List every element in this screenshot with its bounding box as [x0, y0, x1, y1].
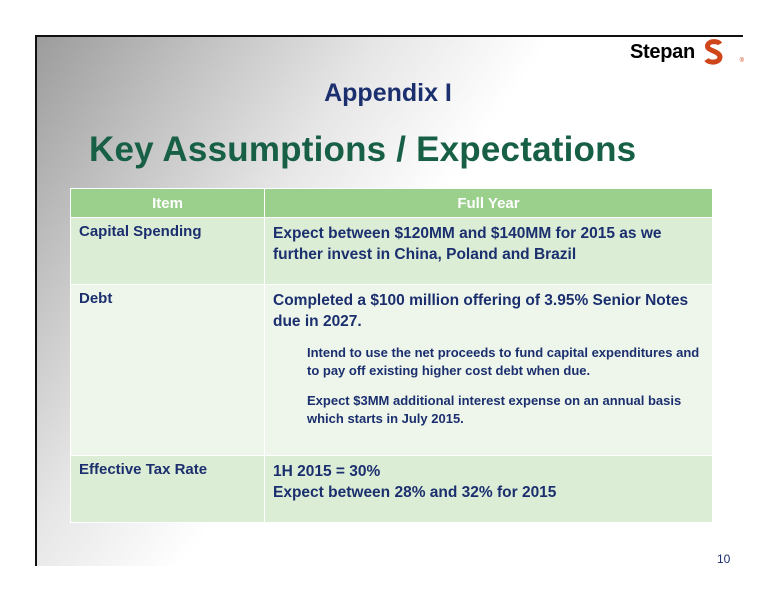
slide-frame-top: [37, 35, 743, 37]
table-header-row: [71, 189, 713, 218]
slide-frame-left: [35, 35, 37, 566]
stepan-logo: [630, 38, 742, 66]
appendix-heading: Appendix I: [324, 79, 452, 107]
header-item: Item: [71, 189, 265, 218]
row-cell-debt: [265, 285, 713, 456]
table-row: [71, 285, 713, 456]
table-row: [71, 456, 713, 523]
debt-sub-point: Intend to use the net proceeds to fund capital expenditures and to pay off existing higher cost debt when due.: [307, 345, 700, 378]
row-item-effective-tax-rate: Effective Tax Rate: [71, 456, 265, 523]
row-text-capital-spending: Expect between $120MM and $140MM for 2015 as we further invest in China, Poland and Brazil: [265, 218, 713, 285]
row-item-capital-spending: Capital Spending: [71, 218, 265, 285]
page-number: 10: [717, 552, 731, 566]
row-text-debt: Completed a $100 million offering of 3.95% Senior Notes due in 2027.: [273, 292, 689, 330]
tax-rate-line: Expect between 28% and 32% for 2015: [273, 484, 557, 501]
table-row: [71, 218, 713, 285]
header-full-year: Full Year: [265, 189, 713, 218]
row-item-debt: Debt: [71, 285, 265, 456]
debt-sub-point: Expect $3MM additional interest expense on an annual basis which starts in July 2015.: [307, 393, 682, 426]
assumptions-table: [70, 188, 713, 523]
tax-rate-line: 1H 2015 = 30%: [273, 463, 381, 480]
logo-registered-mark: ®: [739, 58, 744, 64]
slide-title: Key Assumptions / Expectations: [89, 130, 637, 169]
stepan-s-icon: [703, 39, 725, 65]
row-cell-effective-tax-rate: [265, 456, 713, 523]
logo-text: Stepan: [630, 40, 695, 63]
